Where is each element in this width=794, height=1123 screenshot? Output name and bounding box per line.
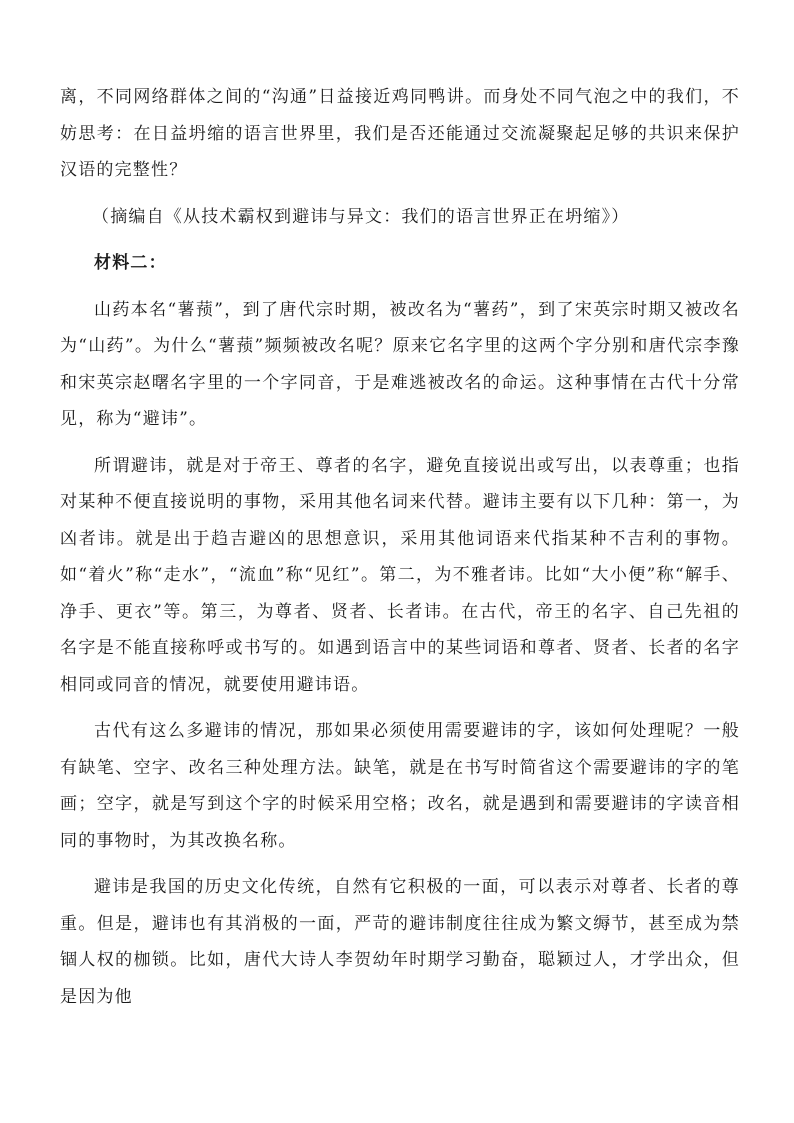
source-citation: （摘编自《从技术霸权到避讳与异文：我们的语言世界正在坍缩》） [92,206,630,227]
paragraph-4: 避讳是我国的历史文化传统，自然有它积极的一面，可以表示对尊者、长者的尊重。但是，避讳也有其消极的一面，严苛的避讳制度往往成为繁文缛节，甚至成为禁锢人权的枷锁。比如，唐代大诗人李贺幼年时期学习勤奋，聪颖过人，才学出众，但是因为他 [60,877,740,1007]
document-page [60,79,740,1015]
paragraph-1: 山药本名“薯蓣”，到了唐代宗时期，被改名为“薯药”，到了宋英宗时期又被改名为“山药”。为什么“薯蓣”频频被改名呢？原来它名字里的这两个字分别和唐代宗李豫和宋英宗赵曙名字里的一个字同音，于是难逃被改名的命运。这种事情在古代十分常见，称为“避讳”。 [60,299,740,429]
paragraph-3: 古代有这么多避讳的情况，那如果必须使用需要避讳的字，该如何处理呢？一般有缺笔、空字、改名三种处理方法。缺笔，就是在书写时简省这个需要避讳的字的笔画；空字，就是写到这个字的时候采用空格；改名，就是遇到和需要避讳的字读音相同的事物时，为其改换名称。 [60,721,740,851]
paragraph-continued: 离，不同网络群体之间的“沟通”日益接近鸡同鸭讲。而身处不同气泡之中的我们，不妨思考：在日益坍缩的语言世界里，我们是否还能通过交流凝聚起足够的共识来保护汉语的完整性？ [60,87,740,180]
section-heading: 材料二： [94,253,167,273]
paragraph-2: 所谓避讳，就是对于帝王、尊者的名字，避免直接说出或写出，以表尊重；也指对某种不便直接说明的事物，采用其他名词来代替。避讳主要有以下几种：第一，为凶者讳。就是出于趋吉避凶的思想意识，采用其他词语来代指某种不吉利的事物。如“着火”称“走水”，“流血”称“见红”。第二，为不雅者讳。比如“大小便”称“解手、净手、更衣”等。第三，为尊者、贤者、长者讳。在古代，帝王的名字、自己先祖的名字是不能直接称呼或书写的。如遇到语言中的某些词语和尊者、贤者、长者的名字相同或同音的情况，就要使用避讳语。 [60,455,740,695]
